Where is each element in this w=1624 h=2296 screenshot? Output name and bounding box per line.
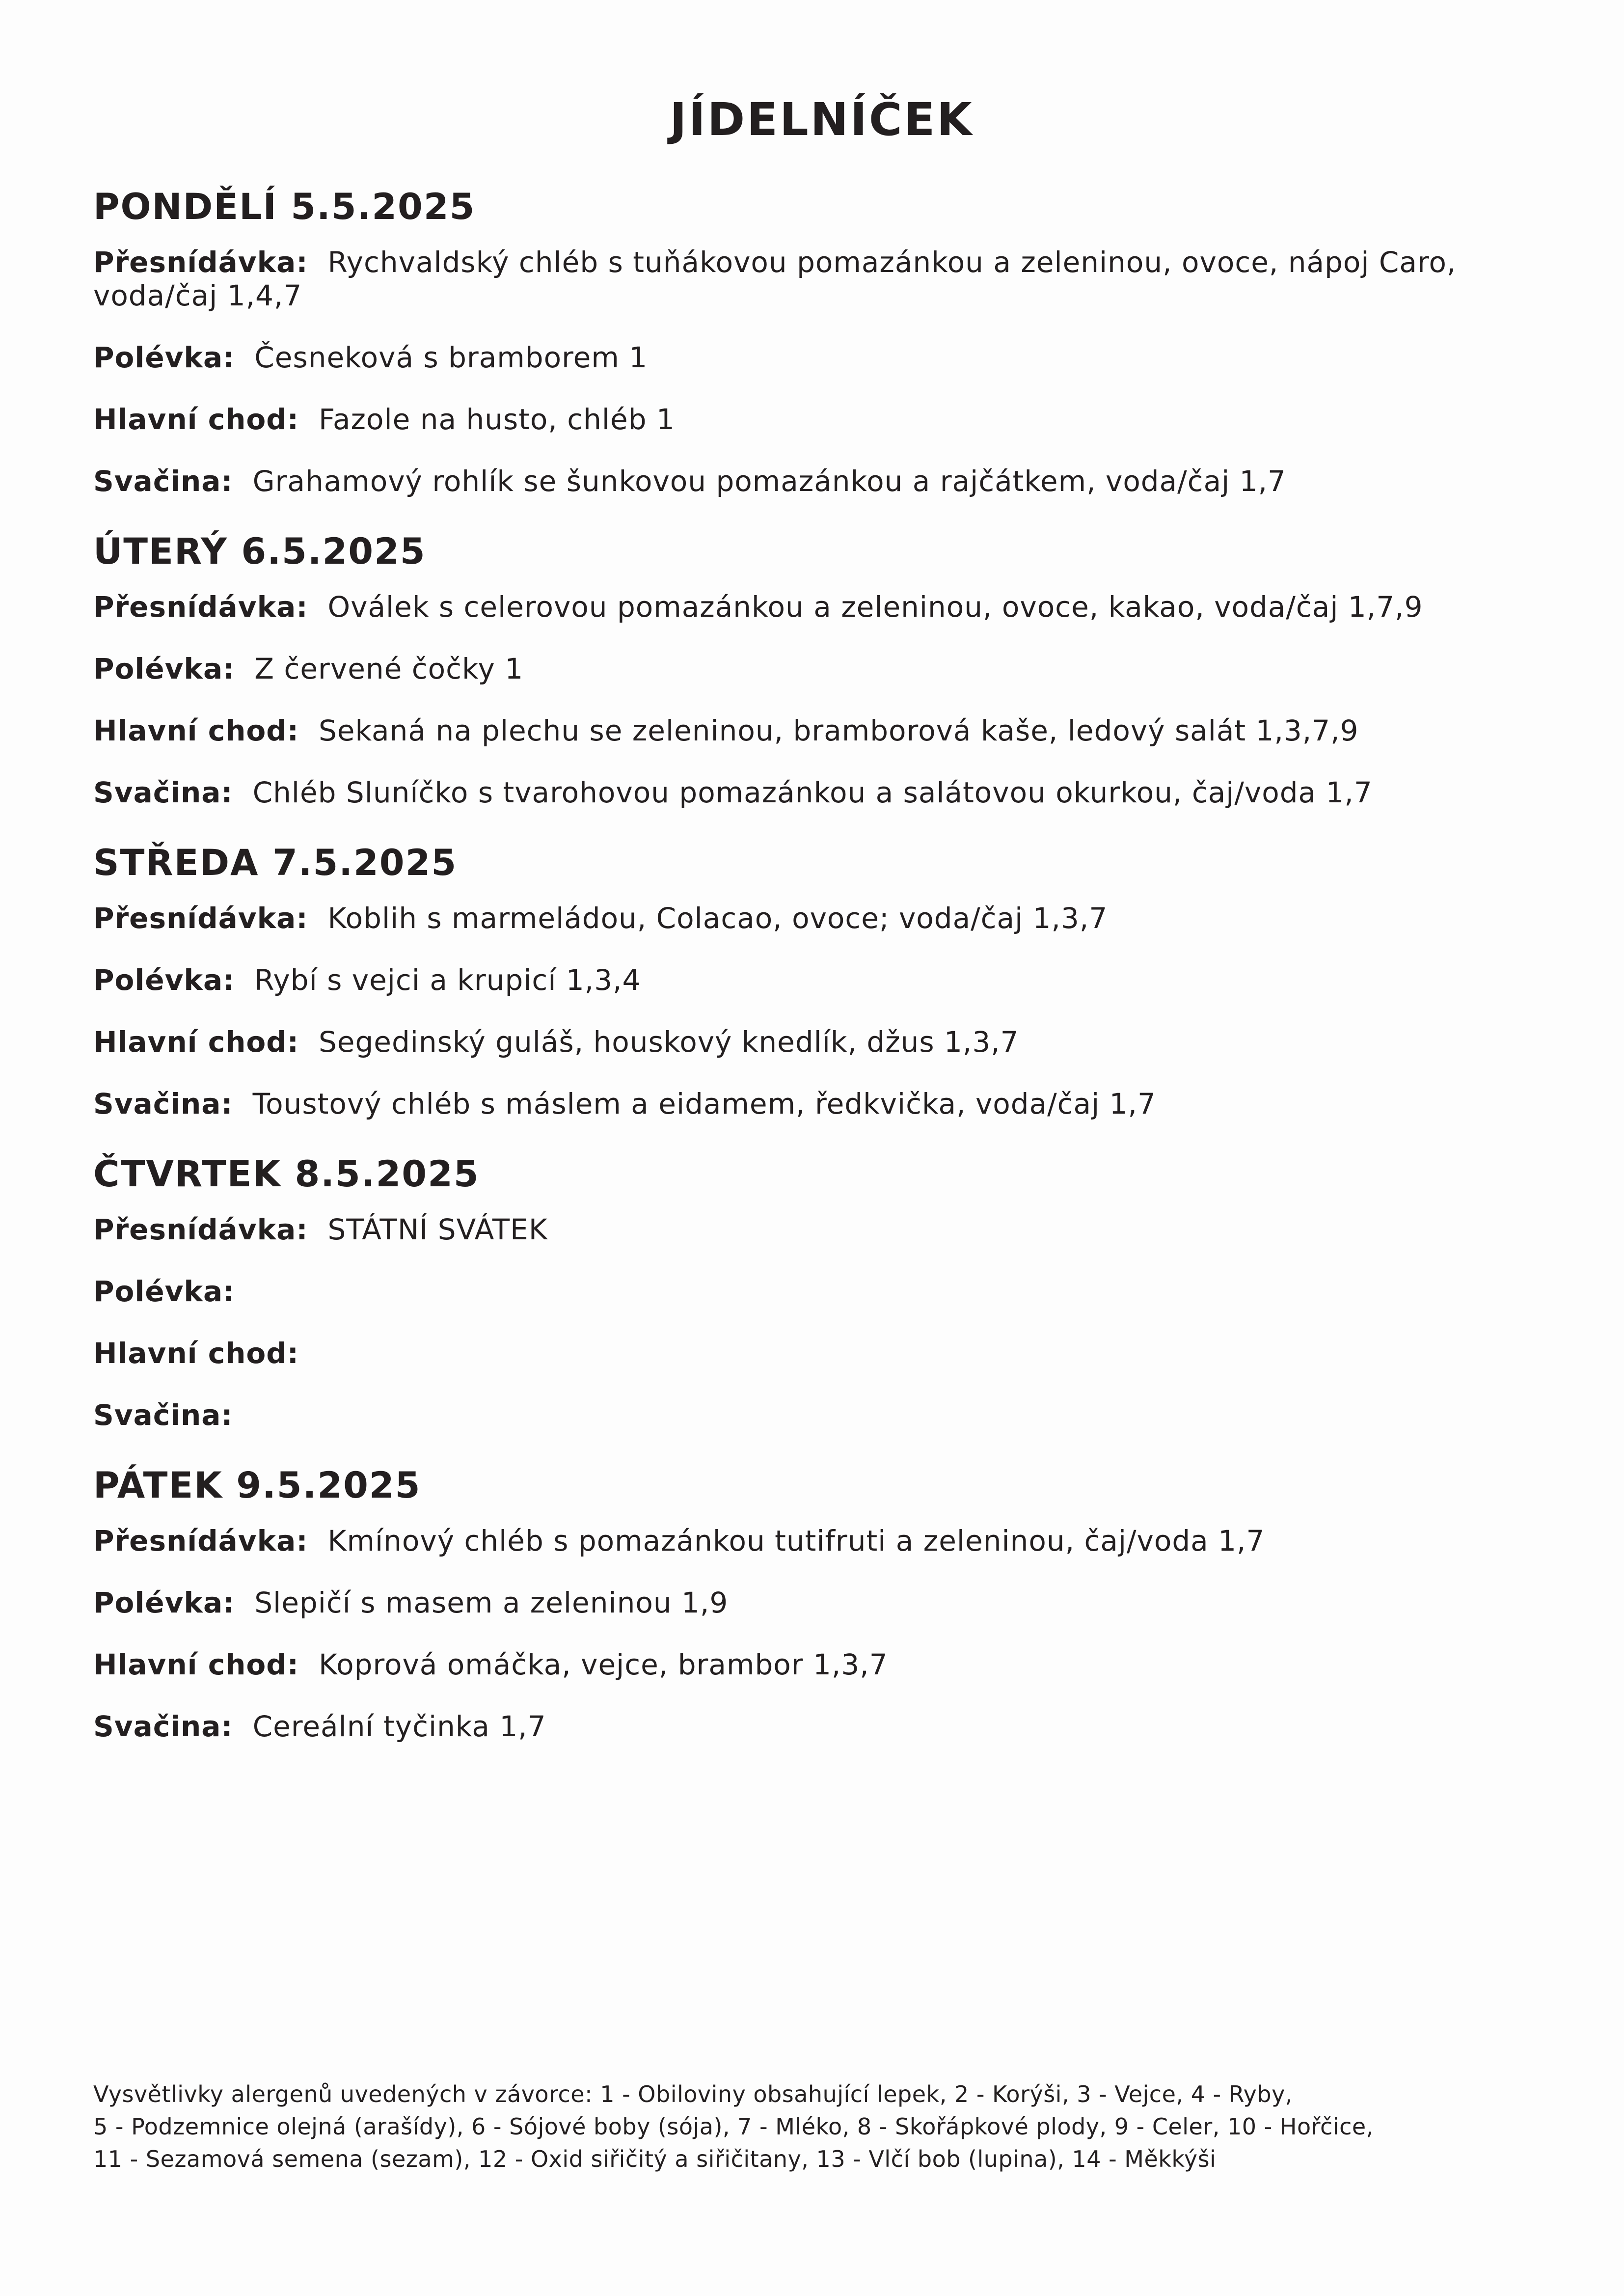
meal-main [93,714,1517,747]
meal-snack-morning [93,590,1517,624]
menu-content [93,182,1517,1772]
page-title: JÍDELNÍČEK [670,93,974,146]
meal-text: Cereální tyčinka 1,7 [252,1710,546,1743]
meal-snack-morning [93,1213,1517,1246]
meal-label: Přesnídávka: [93,246,308,279]
meal-text: Segedinský guláš, houskový knedlík, džus 1,3,7 [318,1025,1019,1059]
meal-main [93,1648,1517,1681]
meal-label: Polévka: [93,1275,235,1308]
meal-label: Hlavní chod: [93,1025,299,1059]
meal-snack-morning [93,246,1517,312]
meal-soup [93,341,1517,374]
meal-text: Koblih s marmeládou, Colacao, ovoce; voda/čaj 1,3,7 [327,902,1108,935]
meal-snack-morning [93,1524,1517,1558]
meal-soup [93,1586,1517,1619]
meal-label: Svačina: [93,1087,233,1121]
meal-text: Rychvaldský chléb s tuňákovou pomazánkou a zeleninou, ovoce, nápoj Caro, voda/čaj 1,4,7 [93,246,1457,312]
meal-label: Polévka: [93,1586,235,1619]
meal-label: Přesnídávka: [93,902,308,935]
meal-label: Přesnídávka: [93,1524,308,1558]
meal-text: Koprová omáčka, vejce, brambor 1,3,7 [318,1648,888,1681]
footnote-line: Vysvětlivky alergenů uvedených v závorce: 1 - Obiloviny obsahující lepek, 2 - Korýši, 3 - Vejce, 4 - Ryby, [93,2081,1293,2107]
meal-label: Svačina: [93,465,233,498]
meal-snack-afternoon [93,1398,1517,1432]
day-wednesday [93,838,1517,1121]
day-heading: ČTVRTEK 8.5.2025 [93,1153,480,1195]
day-heading: PÁTEK 9.5.2025 [93,1465,421,1506]
meal-label: Přesnídávka: [93,1213,308,1246]
footnote-line: 11 - Sezamová semena (sezam), 12 - Oxid siřičitý a siřičitany, 13 - Vlčí bob (lupina), 14 - Měkkýši [93,2146,1217,2172]
meal-text: Toustový chléb s máslem a eidamem, ředkvička, voda/čaj 1,7 [252,1087,1156,1121]
meal-text: Z červené čočky 1 [254,652,524,685]
meal-text: Grahamový rohlík se šunkovou pomazánkou a rajčátkem, voda/čaj 1,7 [252,465,1286,498]
day-friday [93,1460,1517,1743]
meal-text: Rybí s vejci a krupicí 1,3,4 [254,963,641,997]
meal-snack-afternoon [93,1710,1517,1743]
meal-label: Polévka: [93,963,235,997]
day-tuesday [93,526,1517,809]
meal-label: Svačina: [93,776,233,809]
day-heading: PONDĚLÍ 5.5.2025 [93,186,476,228]
meal-snack-morning [93,902,1517,935]
meal-label: Svačina: [93,1710,233,1743]
meal-text: Slepičí s masem a zeleninou 1,9 [254,1586,729,1619]
meal-main [93,403,1517,436]
meal-label: Hlavní chod: [93,714,299,747]
meal-label: Hlavní chod: [93,1337,299,1370]
meal-text: Oválek s celerovou pomazánkou a zeleninou, ovoce, kakao, voda/čaj 1,7,9 [327,590,1423,624]
meal-snack-afternoon [93,776,1517,809]
meal-label: Svačina: [93,1398,233,1432]
meal-snack-afternoon [93,1087,1517,1121]
meal-text: Kmínový chléb s pomazánkou tutifruti a zeleninou, čaj/voda 1,7 [327,1524,1265,1558]
day-thursday [93,1149,1517,1432]
day-monday [93,182,1517,498]
meal-main [93,1025,1517,1059]
meal-soup [93,1275,1517,1308]
meal-label: Hlavní chod: [93,1648,299,1681]
meal-text: Česneková s bramborem 1 [254,341,648,374]
meal-label: Přesnídávka: [93,590,308,624]
meal-snack-afternoon [93,465,1517,498]
meal-main [93,1337,1517,1370]
day-heading: STŘEDA 7.5.2025 [93,842,458,884]
meal-soup [93,652,1517,685]
footnote-line: 5 - Podzemnice olejná (arašídy), 6 - Sójové boby (sója), 7 - Mléko, 8 - Skořápkové plody, 9 - Celer, 10 - Hořčice, [93,2113,1374,2140]
meal-text: Chléb Sluníčko s tvarohovou pomazánkou a salátovou okurkou, čaj/voda 1,7 [252,776,1373,809]
allergen-footnote [93,2078,1542,2175]
meal-text: Fazole na husto, chléb 1 [318,403,675,436]
meal-text: STÁTNÍ SVÁTEK [327,1213,548,1246]
meal-label: Hlavní chod: [93,403,299,436]
day-heading: ÚTERÝ 6.5.2025 [93,531,426,573]
meal-label: Polévka: [93,652,235,685]
meal-text: Sekaná na plechu se zeleninou, bramborová kaše, ledový salát 1,3,7,9 [318,714,1359,747]
meal-label: Polévka: [93,341,235,374]
meal-soup [93,963,1517,997]
